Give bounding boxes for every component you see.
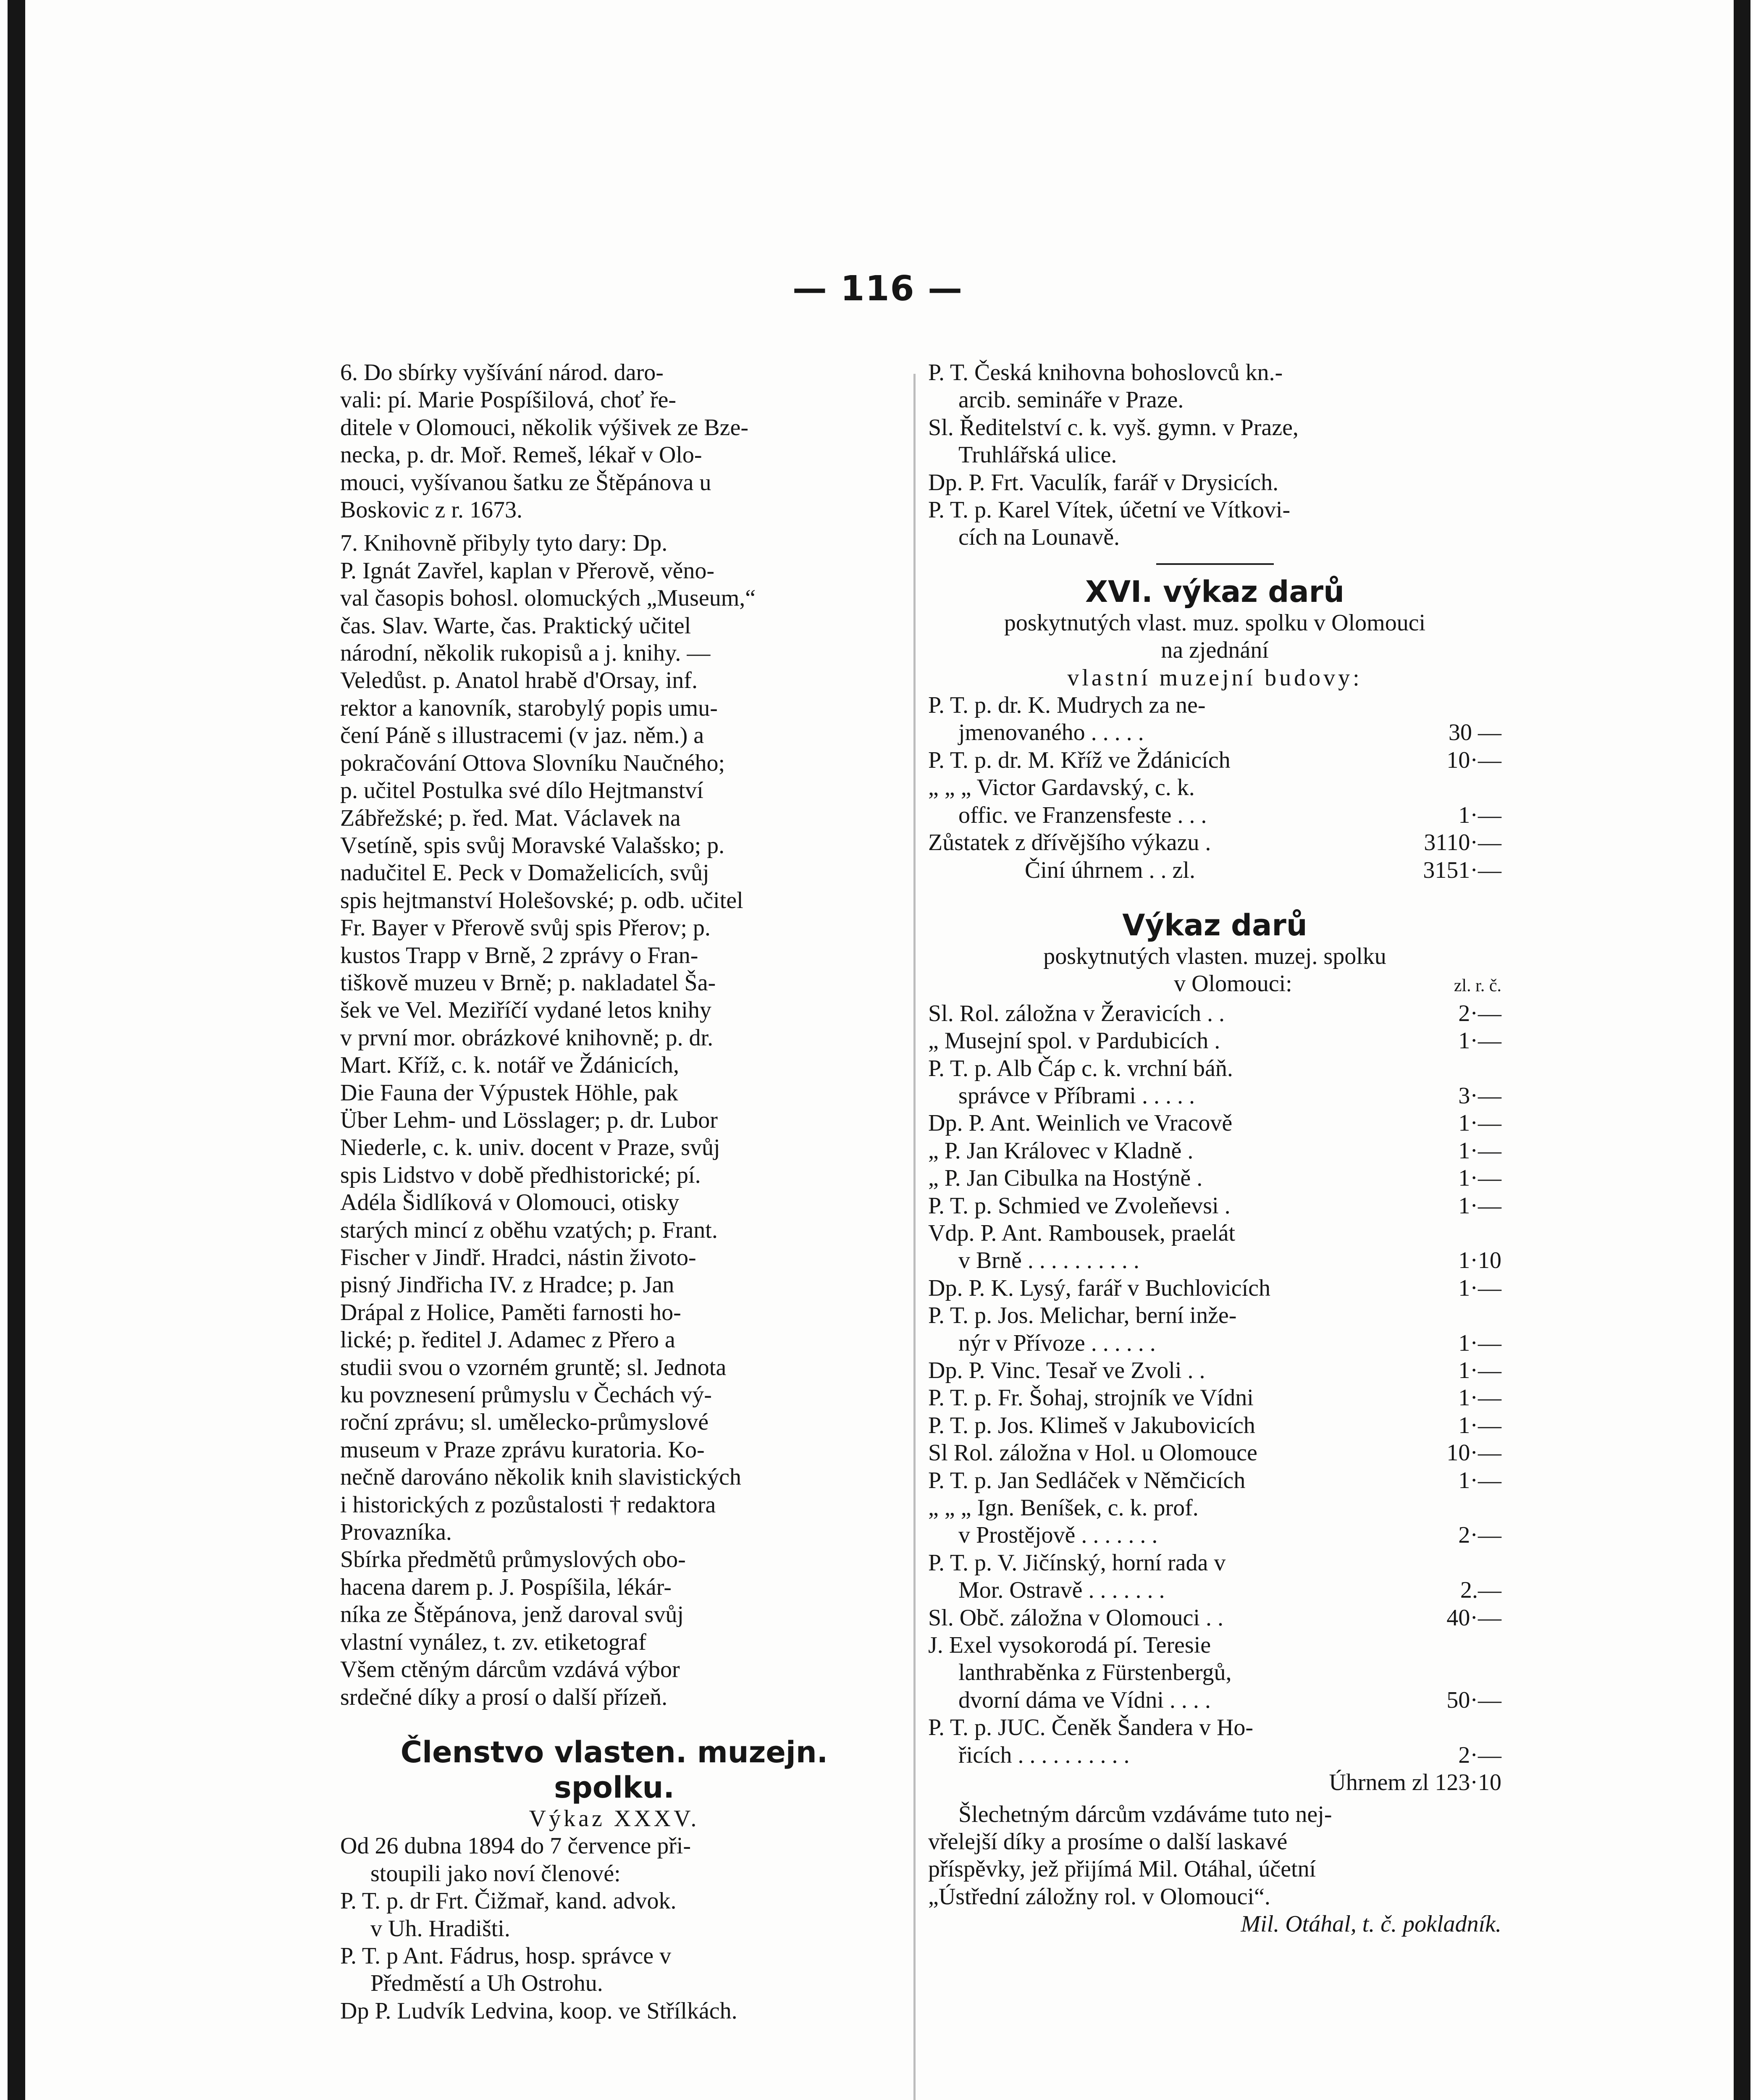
- amount: 1·—: [1458, 1385, 1501, 1411]
- amount: 50·—: [1446, 1687, 1501, 1713]
- text-line: kustos Trapp v Brně, 2 zprávy o Fran-: [340, 942, 698, 969]
- text-line: P. Ignát Zavřel, kaplan v Přerově, věno-: [340, 557, 715, 584]
- text-line: v první mor. obrázkové knihovně; p. dr.: [340, 1024, 714, 1051]
- text-line: „Ústřední záložny rol. v Olomouci“.: [928, 1883, 1270, 1910]
- text-line: Mart. Kříž, c. k. notář ve Ždánicích,: [340, 1052, 680, 1079]
- text-line: Provazníka.: [340, 1519, 452, 1546]
- text-line: vlastní muzejní budovy:: [1067, 664, 1362, 691]
- text-line: čas. Slav. Warte, čas. Praktický učitel: [340, 612, 691, 639]
- text-line: spis hejtmanství Holešovské; p. odb. učitel: [340, 887, 743, 914]
- donation-row: [928, 1165, 1501, 1192]
- scan-border-top-tick: [1739, 0, 1750, 59]
- member-entry: P. T. p Ant. Fádrus, hosp. správce v: [340, 1942, 672, 1969]
- text-line: roční zprávu; sl. umělecko-průmyslové: [340, 1409, 709, 1436]
- amount: 1·—: [1458, 1165, 1501, 1192]
- donation-row: [928, 1330, 1501, 1357]
- amount: 30 —: [1449, 719, 1501, 746]
- amount: 2·—: [1458, 1742, 1501, 1768]
- vykaz-donations-table: [928, 1000, 1501, 1797]
- donation-row: [928, 829, 1501, 856]
- donation-row: [928, 1522, 1501, 1549]
- amount: 1·—: [1458, 1028, 1501, 1054]
- text-line: národní, několik rukopisů a j. knihy. —: [340, 640, 711, 667]
- donation-row: [928, 1494, 1501, 1522]
- right-column: [928, 359, 1501, 1938]
- text-line: nečně darováno několik knih slavistických: [340, 1464, 741, 1491]
- text-line: ku povznesení průmyslu v Čechách vý-: [340, 1382, 712, 1408]
- donor: P. T. p. Jos. Klimeš v Jakubovicích: [928, 1412, 1255, 1438]
- donation-row: [928, 774, 1501, 801]
- donation-row: [928, 1604, 1501, 1632]
- member-entry: P. T. Česká knihovna bohoslovců kn.-: [928, 360, 1283, 386]
- amount: 10·—: [1446, 747, 1501, 773]
- section-divider: [1156, 563, 1274, 565]
- text-line: Drápal z Holice, Paměti farnosti ho-: [340, 1299, 681, 1326]
- text-line: studii svou o vzorném gruntě; sl. Jednota: [340, 1354, 727, 1381]
- donor: „ „ „ Ign. Beníšek, c. k. prof.: [928, 1495, 1199, 1521]
- donor: Dp. P. K. Lysý, farář v Buchlovicích: [928, 1275, 1270, 1301]
- donor: P. T. p. Jan Sedláček v Němčicích: [928, 1467, 1246, 1494]
- member-entry: Truhlářská ulice.: [958, 442, 1117, 468]
- members-list-continued: [928, 359, 1501, 551]
- amount: 1·—: [1458, 1110, 1501, 1137]
- text-line: Niederle, c. k. univ. docent v Praze, svůj: [340, 1134, 720, 1161]
- donation-row: [928, 1742, 1501, 1769]
- donor: Dp. P. Ant. Weinlich ve Vracově: [928, 1110, 1233, 1137]
- vykaz-subtitle: [928, 943, 1501, 970]
- members-list: [340, 1887, 888, 2025]
- text-line: Die Fauna der Výpustek Höhle, pak: [340, 1079, 678, 1106]
- donation-row: [928, 747, 1501, 774]
- member-entry: cích na Lounavě.: [958, 524, 1120, 551]
- donor: P. T. p. dr. M. Kříž ve Ždánicích: [928, 747, 1231, 773]
- donation-row: [928, 692, 1501, 719]
- text-line: pisný Jindřicha IV. z Hradce; p. Jan: [340, 1272, 674, 1298]
- signature: Mil. Otáhal, t. č. pokladník.: [1241, 1911, 1501, 1937]
- text-line: Veledůst. p. Anatol hrabě d'Orsay, inf.: [340, 667, 698, 694]
- member-entry: Dp P. Ludvík Ledvina, koop. ve Střílkách.: [340, 1998, 737, 2024]
- text-line: Über Lehm- und Lösslager; p. dr. Lubor: [340, 1107, 718, 1133]
- text-line: Zábřežské; p. řed. Mat. Václavek na: [340, 805, 681, 831]
- text-line: i historických z pozůstalosti † redaktora: [340, 1491, 716, 1518]
- member-entry: Sl. Ředitelství c. k. vyš. gymn. v Praze,: [928, 414, 1299, 441]
- donation-row: [928, 719, 1501, 746]
- donation-row: [928, 1384, 1501, 1412]
- paragraph-library-gifts: [340, 530, 888, 1546]
- text-line: Boskovic z r. 1673.: [340, 497, 522, 523]
- donor: Sl Rol. záložna v Hol. u Olomouce: [928, 1440, 1257, 1466]
- text-line: Všem ctěným dárcům vzdává výbor: [340, 1656, 680, 1683]
- text-line: spis Lidstvo v době předhistorické; pí.: [340, 1162, 701, 1188]
- member-entry: Předměstí a Uh Ostrohu.: [370, 1970, 603, 1997]
- text-line: poskytnutých vlasten. muzej. spolku: [1043, 943, 1386, 969]
- amount: 2·—: [1458, 1000, 1501, 1026]
- text-line: Sbírka předmětů průmyslových obo-: [340, 1546, 686, 1573]
- donation-row: [928, 802, 1501, 829]
- donor: řicích . . . . . . . . . .: [958, 1742, 1130, 1768]
- donor: v Prostějově . . . . . . .: [958, 1522, 1158, 1549]
- amount: 1·—: [1458, 1467, 1501, 1494]
- page-number: — 116 —: [792, 269, 963, 309]
- text-line: Fischer v Jindř. Hradci, nástin životo-: [340, 1244, 696, 1270]
- donation-row: [928, 1275, 1501, 1302]
- donation-row: [928, 1549, 1501, 1577]
- text-line: vřelejší díky a prosíme o další laskavé: [928, 1828, 1288, 1855]
- donor: „ „ „ Victor Gardavský, c. k.: [928, 774, 1195, 801]
- donation-row: [928, 1027, 1501, 1055]
- donation-row: [928, 1000, 1501, 1027]
- text-line: Adéla Šidlíková v Olomouci, otisky: [340, 1189, 680, 1216]
- donor: P. T. p. Jos. Melichar, berní inže-: [928, 1302, 1237, 1329]
- donation-row: [928, 1137, 1501, 1165]
- text-line: 6. Do sbírky vyšívání národ. daro-: [340, 360, 664, 386]
- amount: 1·—: [1458, 1412, 1501, 1438]
- amount: 2·—: [1458, 1522, 1501, 1549]
- donor: správce v Příbrami . . . . .: [958, 1082, 1195, 1109]
- text-line: hacena darem p. J. Pospíšila, lékár-: [340, 1574, 672, 1600]
- donor: lanthraběnka z Fürstenbergů,: [958, 1659, 1232, 1686]
- text-line: níka ze Štěpánova, jenž daroval svůj: [340, 1601, 684, 1628]
- closing-thanks: [928, 1801, 1501, 1911]
- donation-row: [928, 1055, 1501, 1082]
- donor: jmenovaného . . . . .: [958, 719, 1144, 746]
- text-line: pokračování Ottova Slovníku Naučného;: [340, 750, 725, 776]
- donation-row: [928, 1357, 1501, 1384]
- total-amount: 3151·—: [1423, 857, 1501, 883]
- member-entry: P. T. p. dr Frt. Čižmař, kand. advok.: [340, 1888, 677, 1914]
- report-number: Výkaz XXXV.: [529, 1805, 700, 1832]
- text-line: val časopis bohosl. olomuckých „Museum,“: [340, 585, 756, 612]
- donation-row: [928, 1192, 1501, 1220]
- donor: P. T. p. Alb Čáp c. k. vrchní báň.: [928, 1055, 1233, 1082]
- member-entry: P. T. p. Karel Vítek, účetní ve Vítkovi-: [928, 497, 1291, 523]
- paragraph-embroidery-gifts: [340, 359, 888, 524]
- paragraph-thanks: [340, 1656, 888, 1711]
- text-line: Od 26 dubna 1894 do 7 července při-: [340, 1833, 691, 1859]
- amount: 1·—: [1458, 1192, 1501, 1219]
- vykaz-total: Úhrnem zl 123·10: [1329, 1769, 1501, 1796]
- donation-row: [928, 1302, 1501, 1329]
- amount: 1·—: [1458, 1357, 1501, 1383]
- member-entry: arcib. semináře v Praze.: [958, 387, 1184, 413]
- xvi-subtitle: [928, 609, 1501, 692]
- text-line: poskytnutých vlast. muz. spolku v Olomouci: [1004, 609, 1426, 636]
- text-line: p. učitel Postulka své dílo Hejtmanství: [340, 777, 703, 804]
- currency-header: zl. r. č.: [1454, 976, 1501, 996]
- text-line: v Olomouci:: [1174, 971, 1292, 997]
- member-entry: Dp. P. Frt. Vaculík, farář v Drysicích.: [928, 469, 1279, 496]
- text-line: Vsetíně, spis svůj Moravské Valašsko; p.: [340, 832, 725, 858]
- text-line: necka, p. dr. Moř. Remeš, lékař v Olo-: [340, 442, 702, 468]
- amount: 1·10: [1458, 1247, 1501, 1274]
- amount: 1·—: [1458, 1275, 1501, 1301]
- donation-row: [928, 1082, 1501, 1110]
- text-line: 7. Knihovně přibyly tyto dary: Dp.: [340, 530, 668, 556]
- text-line: nadučitel E. Peck v Domaželicích, svůj: [340, 860, 709, 886]
- amount: 1·—: [1458, 802, 1501, 828]
- donation-row: [928, 1687, 1501, 1714]
- total-row: [928, 857, 1501, 884]
- donation-row: [928, 1577, 1501, 1604]
- text-line: na zjednání: [1161, 637, 1269, 664]
- xvi-donations-table: [928, 692, 1501, 884]
- donation-row: [928, 1659, 1501, 1686]
- donor: P. T. p. dr. K. Mudrych za ne-: [928, 692, 1206, 719]
- donor: P. T. p. Schmied ve Zvoleňevsi .: [928, 1192, 1231, 1219]
- scan-border-right: [1734, 0, 1750, 2100]
- text-line: rektor a kanovník, starobylý popis umu-: [340, 695, 718, 721]
- donor: Sl. Obč. záložna v Olomouci . .: [928, 1604, 1223, 1631]
- column-divider: [913, 374, 916, 2100]
- donor: P. T. p. Fr. Šohaj, strojník ve Vídni: [928, 1385, 1254, 1411]
- donation-row: [928, 1110, 1501, 1137]
- paragraph-industrial-collection: [340, 1546, 888, 1656]
- amount: 3·—: [1458, 1082, 1501, 1109]
- donation-row: [928, 1412, 1501, 1439]
- donation-row: [928, 1467, 1501, 1494]
- section-heading-vykaz: Výkaz darů: [1122, 908, 1307, 942]
- text-line: mouci, vyšívanou šatku ze Štěpánova u: [340, 469, 711, 496]
- donor: Vdp. P. Ant. Rambousek, praelát: [928, 1220, 1236, 1246]
- donation-row: [928, 1220, 1501, 1247]
- text-line: vlastní vynález, t. zv. etiketograf: [340, 1629, 646, 1655]
- donor: „ P. Jan Královec v Kladně .: [928, 1137, 1194, 1164]
- donation-row: [928, 1247, 1501, 1274]
- vykaz-subtitle-row: [928, 970, 1501, 1000]
- donor: P. T. p. V. Jičínský, horní rada v: [928, 1549, 1226, 1576]
- donor: Mor. Ostravě . . . . . . .: [958, 1577, 1165, 1604]
- amount: 1·—: [1458, 1137, 1501, 1164]
- text-line: Šlechetným dárcům vzdáváme tuto nej-: [958, 1801, 1332, 1827]
- text-line: Fr. Bayer v Přerově svůj spis Přerov; p.: [340, 915, 711, 941]
- donor: „ P. Jan Cibulka na Hostýně .: [928, 1165, 1203, 1192]
- text-line: vali: pí. Marie Pospíšilová, choť ře-: [340, 387, 676, 413]
- amount: 40·—: [1446, 1604, 1501, 1631]
- amount: 2.—: [1460, 1577, 1501, 1604]
- text-line: stoupili jako noví členové:: [370, 1860, 621, 1887]
- donation-row: [928, 1632, 1501, 1659]
- donor: Zůstatek z dřívějšího výkazu .: [928, 830, 1211, 856]
- text-line: tiškově muzeu v Brně; p. nakladatel Ša-: [340, 969, 716, 996]
- text-line: lické; p. ředitel J. Adamec z Přero a: [340, 1327, 675, 1353]
- text-line: čení Páně s illustracemi (v jaz. něm.) a: [340, 722, 704, 749]
- text-line: ditele v Olomouci, několik výšivek ze Bze-: [340, 414, 748, 441]
- text-line: šek ve Vel. Meziříčí vydané letos knihy: [340, 997, 711, 1024]
- section-heading-xvi: XVI. výkaz darů: [1085, 574, 1344, 609]
- text-line: příspěvky, jež přijímá Mil. Otáhal, účetní: [928, 1856, 1316, 1882]
- donor: J. Exel vysokorodá pí. Teresie: [928, 1632, 1211, 1659]
- donor: Sl. Rol. záložna v Žeravicích . .: [928, 1000, 1225, 1026]
- member-entry: v Uh. Hradišti.: [370, 1915, 510, 1942]
- text-line: srdečné díky a prosí o další přízeň.: [340, 1684, 668, 1710]
- donor: P. T. p. JUC. Čeněk Šandera v Ho-: [928, 1714, 1254, 1741]
- left-column: [340, 359, 888, 2025]
- donation-row: [928, 1714, 1501, 1741]
- donor: nýr v Přívoze . . . . . .: [958, 1330, 1156, 1356]
- new-members-intro: [340, 1832, 888, 1887]
- donor: offic. ve Franzensfeste . . .: [958, 802, 1207, 828]
- donation-row: [928, 1439, 1501, 1467]
- donor: dvorní dáma ve Vídni . . . .: [958, 1687, 1211, 1713]
- donor: „ Musejní spol. v Pardubicích .: [928, 1028, 1220, 1054]
- total-label: Činí úhrnem . . zl.: [1025, 857, 1195, 883]
- amount: 10·—: [1446, 1440, 1501, 1466]
- text-line: starých mincí z oběhu vzatých; p. Frant.: [340, 1217, 718, 1243]
- scan-border-left: [8, 0, 25, 2100]
- amount: 3110·—: [1424, 830, 1501, 856]
- amount: 1·—: [1458, 1330, 1501, 1356]
- section-heading-membership: Členstvo vlasten. muzejn. spolku.: [400, 1735, 828, 1805]
- text-line: museum v Praze zprávu kuratoria. Ko-: [340, 1436, 705, 1463]
- donor: Dp. P. Vinc. Tesař ve Zvoli . .: [928, 1357, 1205, 1383]
- donor: v Brně . . . . . . . . . .: [958, 1247, 1139, 1274]
